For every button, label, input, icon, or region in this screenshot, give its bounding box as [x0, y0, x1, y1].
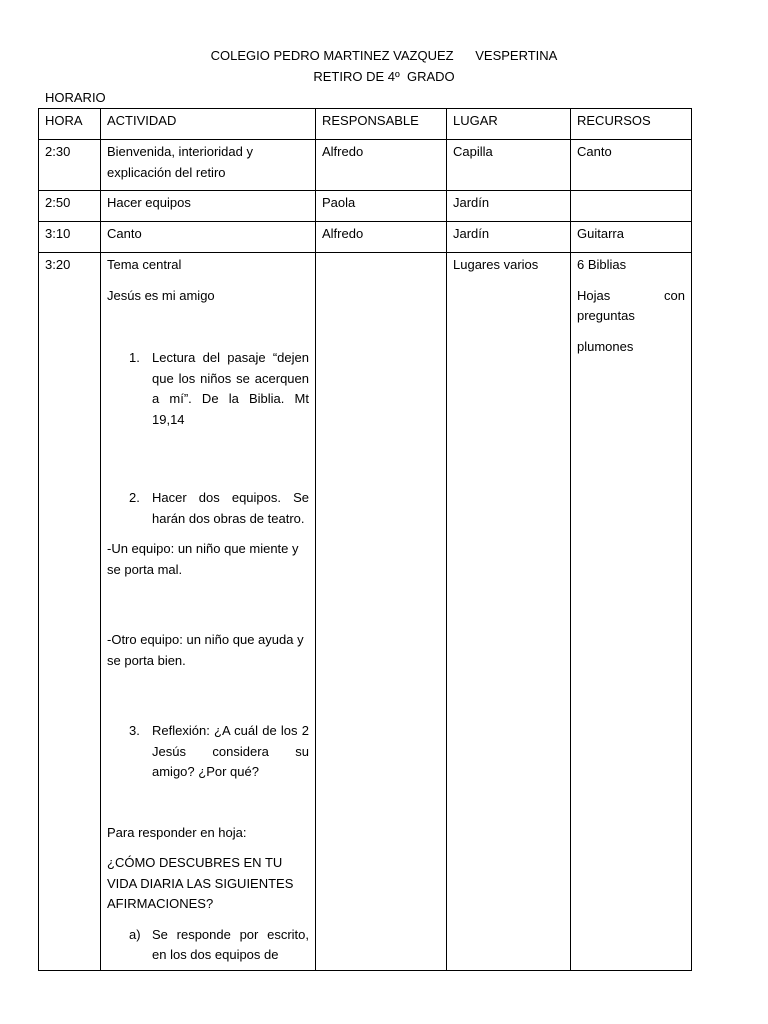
column-header-recursos: RECURSOS: [571, 109, 692, 140]
school-title: COLEGIO PEDRO MARTINEZ VAZQUEZ VESPERTINA: [210, 48, 558, 63]
table-row: [39, 191, 692, 222]
team-one-text: -Un equipo: un niño que miente y se porta mal.: [107, 541, 299, 577]
cell-recursos: [571, 253, 692, 971]
cell-recursos: [571, 191, 692, 222]
cell-hora: 3:20: [39, 253, 101, 971]
table-row: [39, 140, 692, 191]
respond-instruction: Para responder en hoja:: [107, 824, 247, 840]
cell-lugar: Jardín: [447, 191, 571, 222]
cell-recursos: Canto: [571, 140, 692, 191]
cell-responsable: Alfredo: [316, 140, 447, 191]
cell-hora: 2:30: [39, 140, 101, 191]
column-header-hora: HORA: [39, 109, 101, 140]
table-header-row: [39, 109, 692, 140]
cell-actividad: [101, 253, 316, 971]
cell-lugar: Lugares varios: [447, 253, 571, 971]
table-row: [39, 222, 692, 253]
column-header-actividad: ACTIVIDAD: [101, 109, 316, 140]
cell-responsable: Paola: [316, 191, 447, 222]
list-number: 3.: [129, 723, 140, 738]
list-text: Hacer dos equipos. Se harán dos obras de teatro.: [152, 490, 309, 526]
list-item: [107, 348, 309, 430]
activity-title: Tema central: [107, 257, 182, 272]
resource-item: plumones: [577, 338, 634, 354]
list-text: Reflexión: ¿A cuál de los 2 Jesús considera su amigo? ¿Por qué?: [152, 723, 309, 779]
resource-item: 6 Biblias: [577, 257, 627, 272]
reflection-question: ¿CÓMO DESCUBRES EN TU VIDA DIARIA LAS SIGUIENTES AFIRMACIONES?: [107, 855, 294, 911]
list-item: [107, 925, 309, 966]
team-two-text: -Otro equipo: un niño que ayuda y se porta bien.: [107, 632, 304, 668]
cell-lugar: Jardín: [447, 222, 571, 253]
cell-actividad: Bienvenida, interioridad y explicación del retiro: [101, 140, 316, 191]
cell-hora: 3:10: [39, 222, 101, 253]
column-header-lugar: LUGAR: [447, 109, 571, 140]
cell-lugar: Capilla: [447, 140, 571, 191]
retreat-title: RETIRO DE 4º GRADO: [313, 69, 455, 84]
schedule-table: [38, 108, 692, 971]
cell-responsable: [316, 253, 447, 971]
column-header-responsable: RESPONSABLE: [316, 109, 447, 140]
cell-actividad: Hacer equipos: [101, 191, 316, 222]
list-number: 1.: [129, 350, 140, 365]
schedule-label: HORARIO: [45, 90, 106, 105]
list-number: 2.: [129, 490, 140, 505]
cell-recursos: Guitarra: [571, 222, 692, 253]
list-letter: a): [129, 926, 141, 942]
list-text: Lectura del pasaje “dejen que los niños se acerquen a mí”. De la Biblia. Mt 19,14: [152, 350, 309, 427]
list-item: [107, 721, 309, 783]
cell-responsable: Alfredo: [316, 222, 447, 253]
table-row: [39, 253, 692, 971]
activity-subtitle: Jesús es mi amigo: [107, 287, 215, 303]
list-item: [107, 488, 309, 529]
cell-hora: 2:50: [39, 191, 101, 222]
resource-item: Hojas con preguntas: [577, 287, 685, 323]
list-text: Se responde por escrito, en los dos equipos de: [152, 926, 309, 962]
cell-actividad: Canto: [101, 222, 316, 253]
